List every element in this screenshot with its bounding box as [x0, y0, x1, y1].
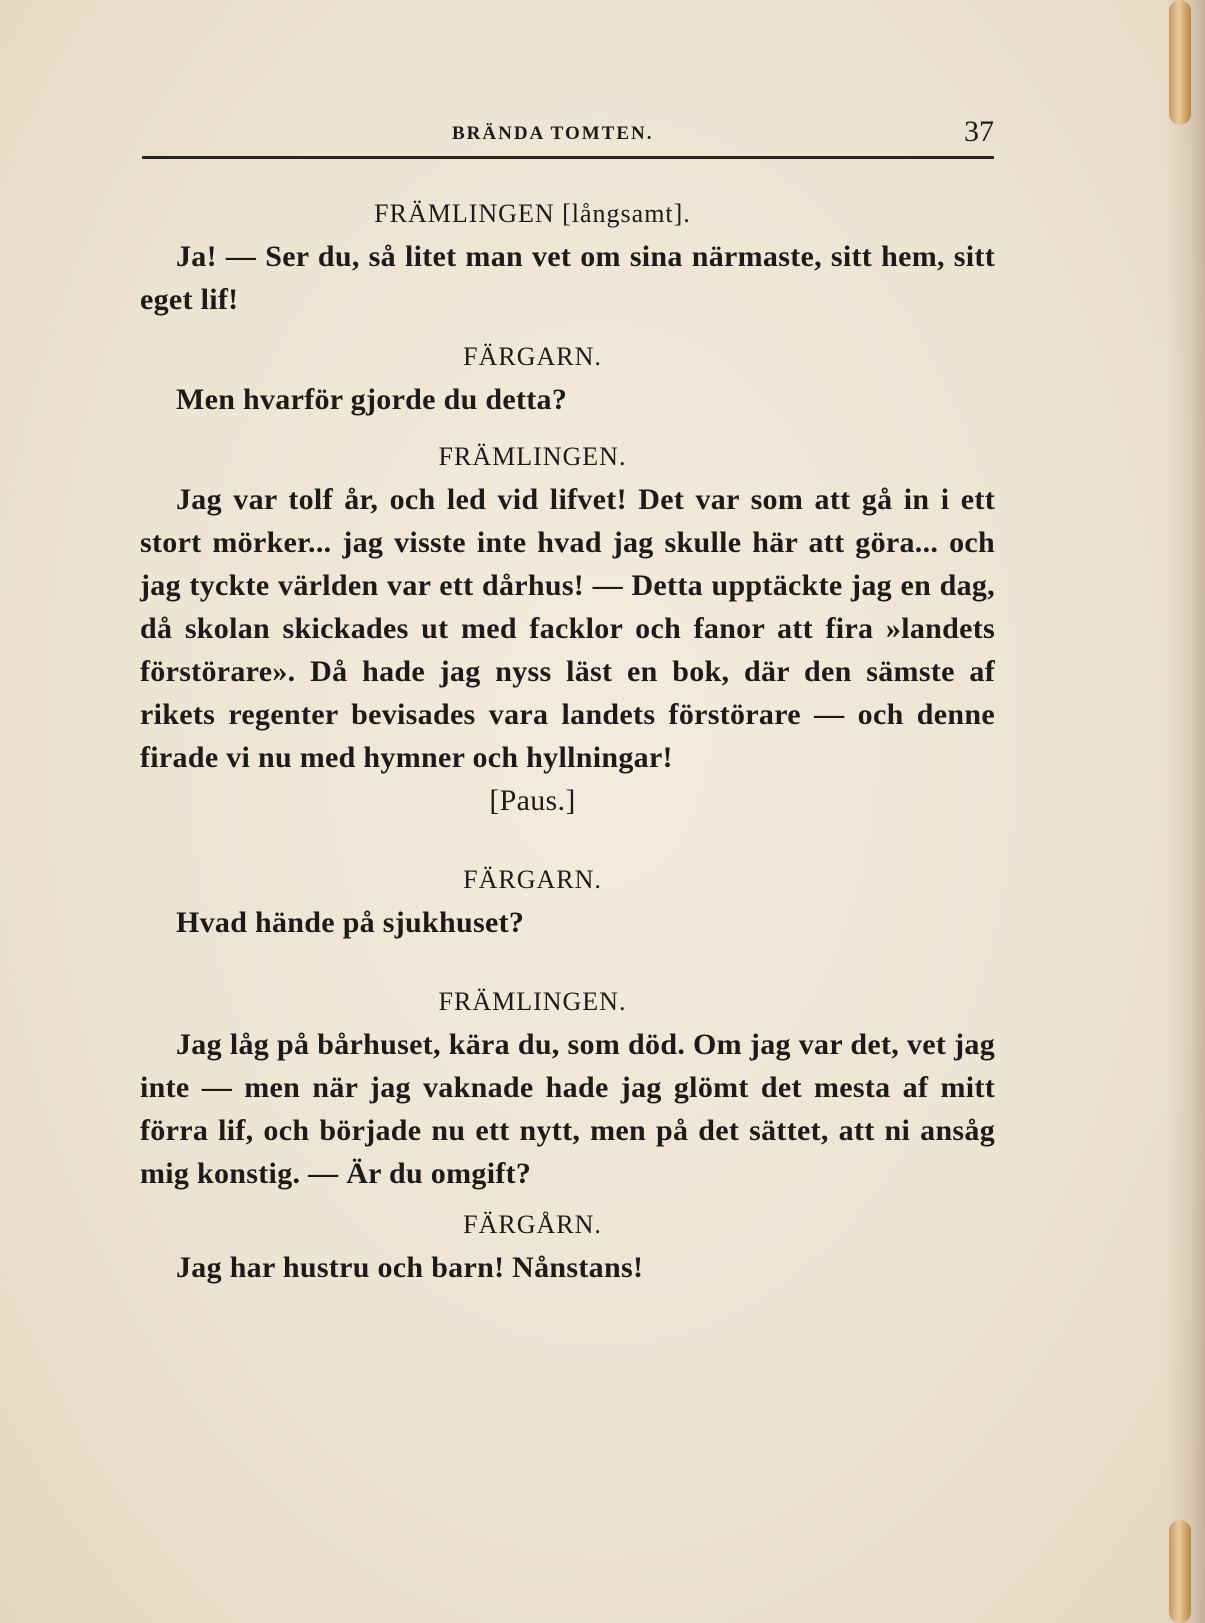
- speaker-label: FÄRGÅRN.: [463, 1210, 602, 1239]
- running-head: [142, 115, 994, 155]
- speaker-label: FÄRGARN.: [463, 342, 602, 371]
- speaker-label: FÄRGARN.: [463, 865, 602, 894]
- binding-tab-bottom: [1169, 1520, 1191, 1623]
- header-rule: [142, 156, 994, 159]
- dialogue-paragraph: Jag låg på bårhuset, kära du, som död. Om jag var det, vet jag inte — men när jag vaknade hade jag glömt det mesta af mitt förra lif, och började nu ett nytt, men på det sättet, att ni ansåg mig konstig. — Är du omgift?: [140, 1028, 995, 1190]
- dialogue-paragraph: Ja! — Ser du, så litet man vet om sina närmaste, sitt hem, sitt eget lif!: [140, 240, 995, 316]
- running-title: BRÄNDA TOMTEN.: [452, 123, 654, 144]
- page-text: [140, 192, 995, 1289]
- speaker-label: FRÄMLINGEN.: [438, 442, 627, 471]
- binding-tab-top: [1169, 0, 1191, 125]
- dialogue-paragraph: Jag har hustru och barn! Nånstans!: [176, 1251, 644, 1284]
- page-edge-shadow: [1165, 0, 1205, 1623]
- dialogue-paragraph: Men hvarför gjorde du detta?: [176, 383, 568, 416]
- dialogue-paragraph: Jag var tolf år, och led vid lifvet! Det var som att gå in i ett stort mörker... jag visste inte hvad jag skulle här att göra... och jag tyckte världen var ett dårhus! — Detta upptäckte jag en dag, då skolan skickades ut med facklor och fanor att fira »landets förstörare». Då hade jag nyss läst en bok, där den sämste af rikets regenter bevisades vara landets förstörare — och denne firade vi nu med hymner och hyllningar!: [140, 483, 995, 774]
- page-number: 37: [964, 115, 994, 148]
- speaker-label: FRÄMLINGEN.: [438, 987, 627, 1016]
- stage-direction: [Paus.]: [489, 784, 576, 817]
- speaker-label: FRÄMLINGEN [långsamt].: [374, 199, 691, 228]
- dialogue-paragraph: Hvad hände på sjukhuset?: [176, 906, 525, 939]
